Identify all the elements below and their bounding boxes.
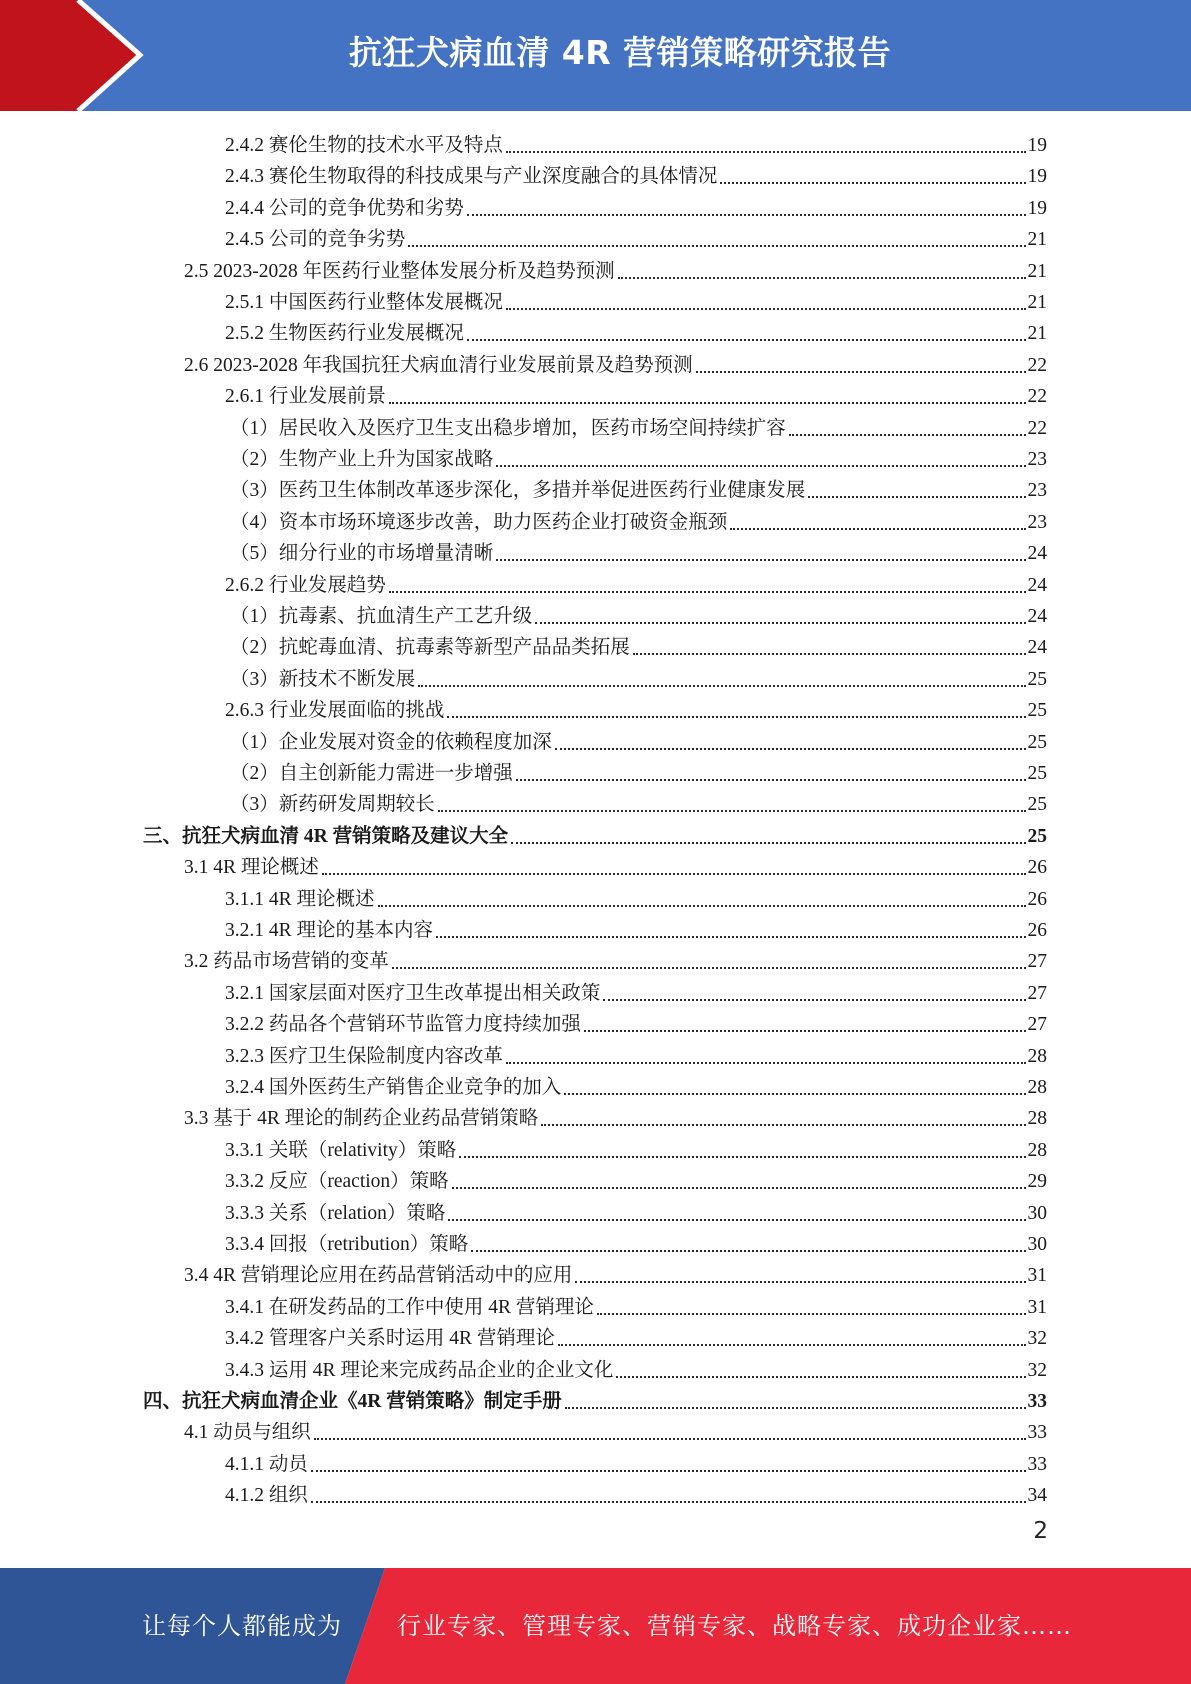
toc-entry-title: （4）资本市场环境逐步改善，助力医药企业打破资金瓶颈 — [230, 511, 728, 533]
toc-entry[interactable] — [184, 1414, 1047, 1445]
toc-entry[interactable] — [225, 1038, 1047, 1069]
toc-dot-leader — [696, 371, 1026, 373]
toc-entry-title: 3.2.3 医疗卫生保险制度内容改革 — [225, 1045, 503, 1067]
toc-entry-page: 22 — [1027, 354, 1047, 376]
toc-entry[interactable] — [230, 472, 1047, 503]
toc-dot-leader — [720, 182, 1025, 184]
toc-dot-leader — [496, 559, 1025, 561]
toc-entry-page: 25 — [1027, 731, 1047, 753]
toc-entry-page: 24 — [1027, 574, 1047, 596]
report-title: 抗狂犬病血清 4R 营销策略研究报告 — [348, 33, 892, 72]
toc-entry-title: 四、抗狂犬病血清企业《4R 营销策略》制定手册 — [143, 1391, 562, 1412]
toc-entry[interactable] — [230, 724, 1047, 755]
toc-dot-leader — [448, 1219, 1025, 1221]
toc-entry-title: 4.1 动员与组织 — [184, 1422, 311, 1444]
toc-entry-page: 25 — [1027, 825, 1047, 847]
toc-entry[interactable] — [225, 221, 1047, 252]
toc-entry-title: 3.2.1 国家层面对医疗卫生改革提出相关政策 — [225, 982, 601, 1004]
toc-dot-leader — [616, 1376, 1025, 1378]
toc-entry-title: （1）企业发展对资金的依赖程度加深 — [230, 731, 552, 753]
toc-dot-leader — [565, 1407, 1026, 1409]
toc-entry-page: 29 — [1027, 1171, 1047, 1193]
toc-dot-leader — [633, 653, 1026, 655]
toc-entry[interactable] — [225, 1289, 1047, 1320]
toc-entry-page: 23 — [1027, 449, 1047, 470]
toc-entry[interactable] — [225, 284, 1047, 315]
toc-entry-title: 3.3.1 关联（relativity）策略 — [225, 1139, 457, 1161]
toc-entry[interactable] — [225, 1226, 1047, 1257]
toc-entry-page: 25 — [1027, 763, 1047, 784]
toc-entry-page: 19 — [1027, 135, 1047, 156]
toc-entry[interactable] — [225, 1352, 1047, 1383]
toc-dot-leader — [584, 1030, 1026, 1032]
toc-entry[interactable] — [225, 912, 1047, 943]
toc-dot-leader — [322, 873, 1026, 875]
toc-entry-title: 3.3.3 关系（relation）策略 — [225, 1202, 446, 1224]
toc-entry-page: 30 — [1027, 1234, 1047, 1255]
toc-entry-title: 2.4.3 赛伦生物取得的科技成果与产业深度融合的具体情况 — [225, 166, 718, 188]
toc-entry[interactable] — [230, 598, 1047, 629]
toc-entry-page: 32 — [1027, 1359, 1047, 1381]
toc-dot-leader — [471, 1250, 1025, 1252]
toc-entry-title: 2.5 2023-2028 年医药行业整体发展分析及趋势预测 — [184, 260, 615, 282]
toc-entry[interactable] — [225, 158, 1047, 189]
toc-entry-title: （3）新药研发周期较长 — [230, 794, 435, 816]
toc-dot-leader — [447, 716, 1025, 718]
toc-entry-page: 26 — [1027, 857, 1047, 879]
toc-entry-title: 2.6.3 行业发展面临的挑战 — [225, 700, 445, 722]
toc-entry[interactable] — [230, 755, 1047, 786]
toc-dot-leader — [438, 810, 1026, 812]
toc-entry-title: 3.2.2 药品各个营销环节监管力度持续加强 — [225, 1014, 581, 1036]
toc-entry-title: （3）医药卫生体制改革逐步深化，多措并举促进医药行业健康发展 — [230, 480, 806, 502]
toc-entry-title: 2.4.4 公司的竞争优势和劣势 — [225, 197, 464, 219]
toc-entry-title: 3.3.4 回报（retribution）策略 — [225, 1234, 469, 1255]
toc-entry[interactable] — [225, 190, 1047, 221]
toc-entry-page: 27 — [1027, 1014, 1047, 1036]
page-footer — [0, 1568, 1191, 1684]
toc-entry[interactable] — [225, 1069, 1047, 1100]
toc-entry-page: 25 — [1027, 668, 1047, 690]
toc-entry[interactable] — [225, 127, 1047, 158]
toc-entry[interactable] — [143, 1383, 1047, 1414]
toc-entry-title: （2）自主创新能力需进一步增强 — [230, 763, 513, 784]
toc-entry-page: 28 — [1027, 1108, 1047, 1130]
toc-entry-page: 26 — [1027, 920, 1047, 941]
toc-dot-leader — [389, 402, 1026, 404]
toc-dot-leader — [789, 434, 1026, 436]
page-number: 2 — [1033, 1518, 1048, 1544]
toc-entry[interactable] — [230, 410, 1047, 441]
toc-entry-page: 28 — [1027, 1139, 1047, 1161]
toc-entry-title: （3）新技术不断发展 — [230, 668, 416, 690]
toc-entry[interactable] — [184, 1100, 1047, 1131]
toc-entry-title: 3.2 药品市场营销的变革 — [184, 951, 389, 973]
toc-entry[interactable] — [225, 881, 1047, 912]
toc-entry[interactable] — [225, 1320, 1047, 1351]
toc-entry-page: 25 — [1027, 700, 1047, 722]
toc-entry[interactable] — [230, 786, 1047, 817]
toc-entry-title: 4.1.1 动员 — [225, 1453, 308, 1475]
toc-dot-leader — [506, 151, 1026, 153]
toc-entry[interactable] — [225, 1132, 1047, 1163]
toc-dot-leader — [506, 308, 1026, 310]
toc-dot-leader — [618, 277, 1026, 279]
toc-entry-page: 33 — [1027, 1453, 1047, 1475]
toc-entry-title: 3.4.2 管理客户关系时运用 4R 营销理论 — [225, 1328, 555, 1350]
toc-entry[interactable] — [225, 692, 1047, 723]
toc-entry[interactable] — [225, 315, 1047, 346]
toc-entry-title: （1）抗毒素、抗血清生产工艺升级 — [230, 606, 533, 627]
toc-dot-leader — [575, 1281, 1025, 1283]
toc-entry[interactable] — [230, 629, 1047, 660]
toc-entry-title: 三、抗狂犬病血清 4R 营销策略及建议大全 — [143, 825, 509, 847]
toc-entry-title: 3.3 基于 4R 理论的制药企业药品营销策略 — [184, 1108, 539, 1130]
toc-entry-page: 19 — [1027, 166, 1047, 188]
toc-dot-leader — [597, 1313, 1026, 1315]
toc-entry-page: 28 — [1027, 1045, 1047, 1067]
toc-dot-leader — [506, 1062, 1026, 1064]
toc-entry-title: 3.2.1 4R 理论的基本内容 — [225, 920, 434, 941]
toc-dot-leader — [314, 1438, 1026, 1440]
toc-entry[interactable] — [230, 661, 1047, 692]
toc-entry[interactable] — [184, 347, 1047, 378]
toc-entry-page: 33 — [1027, 1391, 1047, 1412]
toc-entry[interactable] — [230, 535, 1047, 566]
header-arrow-red — [0, 0, 138, 111]
toc-entry-page: 30 — [1027, 1202, 1047, 1224]
toc-entry-page: 27 — [1027, 982, 1047, 1004]
toc-entry-page: 21 — [1027, 292, 1047, 313]
toc-entry-page: 21 — [1027, 229, 1047, 251]
toc-dot-leader — [511, 842, 1025, 844]
toc-dot-leader — [311, 1470, 1026, 1472]
toc-entry-page: 33 — [1027, 1422, 1047, 1444]
toc-dot-leader — [603, 999, 1025, 1001]
toc-entry-title: 3.4 4R 营销理论应用在药品营销活动中的应用 — [184, 1265, 573, 1287]
toc-dot-leader — [564, 1093, 1025, 1095]
toc-entry-title: 2.5.1 中国医药行业整体发展概况 — [225, 292, 503, 313]
toc-entry-page: 23 — [1027, 480, 1047, 502]
toc-entry-page: 34 — [1027, 1485, 1047, 1507]
toc-entry-title: 3.3.2 反应（reaction）策略 — [225, 1171, 449, 1193]
toc-entry-page: 31 — [1027, 1296, 1047, 1318]
toc-entry[interactable] — [230, 441, 1047, 472]
toc-dot-leader — [730, 528, 1025, 530]
toc-entry-page: 31 — [1027, 1265, 1047, 1287]
toc-entry-title: （1）居民收入及医疗卫生支出稳步增加，医药市场空间持续扩容 — [230, 417, 786, 439]
toc-dot-leader — [392, 967, 1026, 969]
toc-entry[interactable] — [184, 849, 1047, 880]
toc-entry-page: 21 — [1027, 323, 1047, 345]
toc-dot-leader — [389, 591, 1026, 593]
toc-entry-title: 2.4.5 公司的竞争劣势 — [225, 229, 406, 251]
toc-entry-title: 2.4.2 赛伦生物的技术水平及特点 — [225, 135, 503, 156]
toc-entry-title: 4.1.2 组织 — [225, 1485, 308, 1507]
toc-entry-title: 2.5.2 生物医药行业发展概况 — [225, 323, 464, 345]
toc-entry[interactable] — [225, 567, 1047, 598]
toc-dot-leader — [452, 1187, 1026, 1189]
toc-entry[interactable] — [184, 253, 1047, 284]
toc-entry-page: 19 — [1027, 197, 1047, 219]
page-header — [0, 0, 1191, 111]
toc-entry[interactable] — [225, 1195, 1047, 1226]
toc-entry-page: 28 — [1027, 1077, 1047, 1098]
toc-dot-leader — [418, 685, 1025, 687]
toc-dot-leader — [555, 748, 1026, 750]
toc-dot-leader — [808, 496, 1025, 498]
toc-dot-leader — [467, 339, 1026, 341]
toc-entry-page: 24 — [1027, 543, 1047, 565]
toc-dot-leader — [541, 1124, 1025, 1126]
footer-slogan-left: 让每个人都能成为 — [142, 1612, 342, 1640]
toc-entry-title: （2）抗蛇毒血清、抗毒素等新型产品品类拓展 — [230, 637, 630, 659]
toc-entry-page: 22 — [1027, 386, 1047, 408]
toc-entry[interactable] — [225, 975, 1047, 1006]
toc-entry-title: 2.6.1 行业发展前景 — [225, 386, 386, 408]
toc-entry-page: 24 — [1027, 606, 1047, 627]
toc-dot-leader — [516, 779, 1026, 781]
toc-dot-leader — [378, 905, 1026, 907]
toc-dot-leader — [467, 214, 1026, 216]
toc-dot-leader — [535, 622, 1025, 624]
toc-entry[interactable] — [225, 1446, 1047, 1477]
toc-entry-page: 27 — [1027, 951, 1047, 973]
toc-entry[interactable] — [225, 1163, 1047, 1194]
toc-entry[interactable] — [225, 1006, 1047, 1037]
toc-entry[interactable] — [230, 504, 1047, 535]
toc-dot-leader — [311, 1501, 1026, 1503]
toc-dot-leader — [408, 245, 1025, 247]
toc-entry-page: 21 — [1027, 260, 1047, 282]
toc-entry-page: 23 — [1027, 511, 1047, 533]
toc-entry-title: （2）生物产业上升为国家战略 — [230, 449, 494, 470]
toc-entry-title: （5）细分行业的市场增量清晰 — [230, 543, 494, 565]
toc-entry[interactable] — [143, 818, 1047, 849]
toc-dot-leader — [436, 936, 1025, 938]
toc-entry[interactable] — [225, 1477, 1047, 1508]
toc-entry-page: 26 — [1027, 888, 1047, 910]
toc-entry-title: 3.2.4 国外医药生产销售企业竞争的加入 — [225, 1077, 562, 1098]
toc-entry[interactable] — [225, 378, 1047, 409]
toc-entry-page: 32 — [1027, 1328, 1047, 1350]
toc-entry-page: 24 — [1027, 637, 1047, 659]
toc-entry-title: 3.4.3 运用 4R 理论来完成药品企业的企业文化 — [225, 1359, 614, 1381]
toc-dot-leader — [496, 465, 1025, 467]
toc-entry-page: 22 — [1027, 417, 1047, 439]
toc-dot-leader — [459, 1156, 1025, 1158]
header-arrow-graphic — [0, 0, 160, 111]
toc-entry[interactable] — [184, 1257, 1047, 1288]
toc-entry[interactable] — [184, 943, 1047, 974]
toc-entry-title: 3.4.1 在研发药品的工作中使用 4R 营销理论 — [225, 1296, 594, 1318]
toc-entry-title: 3.1 4R 理论概述 — [184, 857, 319, 879]
footer-slogan-right: 行业专家、管理专家、营销专家、战略专家、成功企业家…… — [397, 1612, 1072, 1640]
toc-dot-leader — [558, 1344, 1026, 1346]
toc-entry-title: 2.6 2023-2028 年我国抗狂犬病血清行业发展前景及趋势预测 — [184, 354, 693, 376]
toc-entry-page: 25 — [1027, 794, 1047, 816]
toc-entry-title: 2.6.2 行业发展趋势 — [225, 574, 386, 596]
toc-entry-title: 3.1.1 4R 理论概述 — [225, 888, 375, 910]
